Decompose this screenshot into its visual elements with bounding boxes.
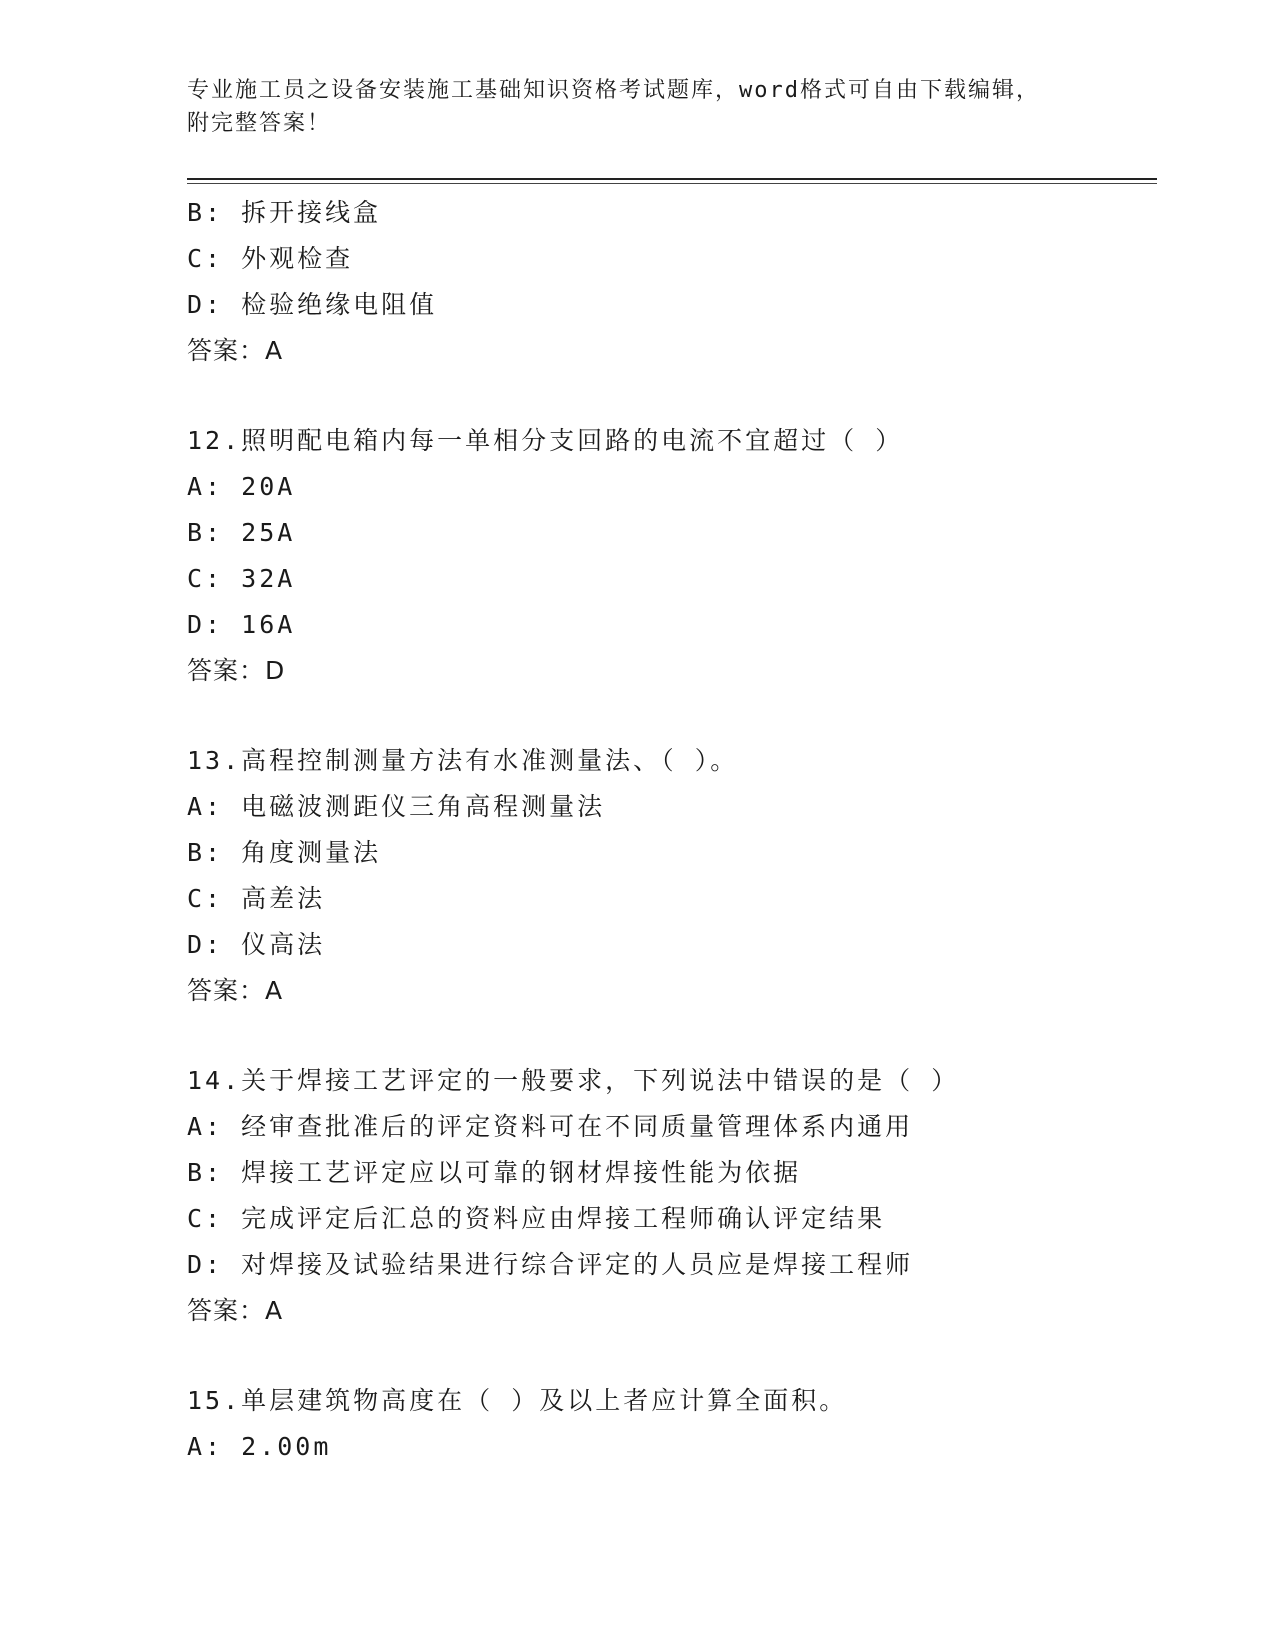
question-13 xyxy=(187,738,1147,1014)
option-c: C: 32A xyxy=(187,564,296,593)
option-b: B: 焊接工艺评定应以可靠的钢材焊接性能为依据 xyxy=(187,1158,802,1187)
question-stem: 13.高程控制测量方法有水准测量法、（ ）。 xyxy=(187,746,739,775)
option-a: A: 20A xyxy=(187,472,296,501)
option-c: C: 外观检查 xyxy=(187,244,354,273)
question-12 xyxy=(187,418,1147,694)
option-a: A: 经审查批准后的评定资料可在不同质量管理体系内通用 xyxy=(187,1112,914,1141)
option-b: B: 拆开接线盒 xyxy=(187,198,382,227)
answer: 答案：A xyxy=(187,976,284,1005)
option-a: A: 2.00m xyxy=(187,1432,332,1461)
option-d: D: 对焊接及试验结果进行综合评定的人员应是焊接工程师 xyxy=(187,1250,914,1279)
question-15 xyxy=(187,1378,1147,1470)
document-header xyxy=(187,74,1087,140)
header-line-1: 专业施工员之设备安装施工基础知识资格考试题库，word格式可自由下载编辑， xyxy=(187,78,1040,103)
question-stem: 14.关于焊接工艺评定的一般要求，下列说法中错误的是（ ） xyxy=(187,1066,960,1095)
question-14 xyxy=(187,1058,1147,1334)
question-stem: 12.照明配电箱内每一单相分支回路的电流不宜超过（ ） xyxy=(187,426,904,455)
header-divider-thin xyxy=(187,183,1157,184)
option-c: C: 高差法 xyxy=(187,884,326,913)
answer: 答案：D xyxy=(187,656,286,685)
option-b: B: 角度测量法 xyxy=(187,838,382,867)
option-c: C: 完成评定后汇总的资料应由焊接工程师确认评定结果 xyxy=(187,1204,886,1233)
header-divider xyxy=(187,178,1157,180)
option-b: B: 25A xyxy=(187,518,296,547)
answer: 答案：A xyxy=(187,336,284,365)
option-a: A: 电磁波测距仪三角高程测量法 xyxy=(187,792,606,821)
header-line-2: 附完整答案！ xyxy=(187,111,332,136)
question-partial xyxy=(187,190,1147,374)
option-d: D: 16A xyxy=(187,610,296,639)
option-d: D: 仪高法 xyxy=(187,930,326,959)
question-list xyxy=(187,190,1147,1470)
answer: 答案：A xyxy=(187,1296,284,1325)
option-d: D: 检验绝缘电阻值 xyxy=(187,290,438,319)
question-stem: 15.单层建筑物高度在（ ）及以上者应计算全面积。 xyxy=(187,1386,848,1415)
